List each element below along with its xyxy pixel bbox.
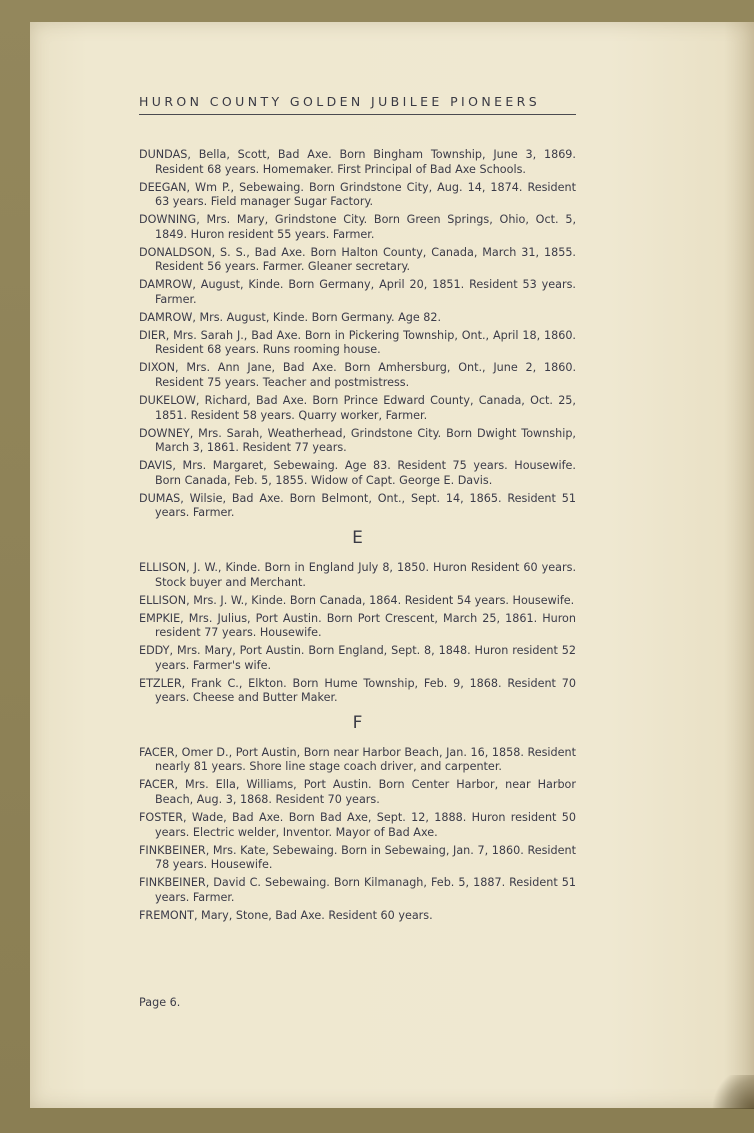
pioneer-entry: DAMROW, August, Kinde. Born Germany, April 20, 1851. Resident 53 years. Farmer. xyxy=(139,278,576,306)
pioneer-entry: DAMROW, Mrs. August, Kinde. Born Germany. Age 82. xyxy=(139,310,442,324)
pioneer-entry: ELLISON, J. W., Kinde. Born in England July 8, 1850. Huron Resident 60 years. Stock buyer and Merchant. xyxy=(139,560,576,589)
pioneer-entry: DUMAS, Wilsie, Bad Axe. Born Belmont, Ont., Sept. 14, 1865. Resident 51 years. Farmer. xyxy=(139,491,576,520)
section-f xyxy=(139,746,576,923)
pioneer-entry: DAVIS, Mrs. Margaret, Sebewaing. Age 83. Resident 75 years. Housewife. Born Canada, Feb. 5, 1855. Widow of Capt. George E. Davis. xyxy=(139,459,576,487)
section-letter-f: F xyxy=(352,712,363,733)
pioneer-entry: FINKBEINER, Mrs. Kate, Sebewaing. Born in Sebewaing, Jan. 7, 1860. Resident 78 years. Housewife. xyxy=(139,843,576,872)
section-e xyxy=(139,561,576,706)
pioneer-entry: FACER, Omer D., Port Austin, Born near Harbor Beach, Jan. 16, 1858. Resident nearly 81 years. Shore line stage coach driver, and carpenter. xyxy=(139,745,576,774)
page-number: Page 6. xyxy=(139,996,181,1009)
pioneer-entry: EMPKIE, Mrs. Julius, Port Austin. Born Port Crescent, March 25, 1861. Huron resident 77 years. Housewife. xyxy=(139,611,576,640)
pioneer-entry: DEEGAN, Wm P., Sebewaing. Born Grindstone City, Aug. 14, 1874. Resident 63 years. Field manager Sugar Factory. xyxy=(139,180,576,209)
pioneer-entry: DUNDAS, Bella, Scott, Bad Axe. Born Bingham Township, June 3, 1869. Resident 68 years. Homemaker. First Principal of Bad Axe Schools. xyxy=(139,148,576,176)
pioneer-entry: DUKELOW, Richard, Bad Axe. Born Prince Edward County, Canada, Oct. 25, 1851. Resident 58 years. Quarry worker, Farmer. xyxy=(139,394,576,422)
pioneer-entry: DONALDSON, S. S., Bad Axe. Born Halton County, Canada, March 31, 1855. Resident 56 years. Farmer. Gleaner secretary. xyxy=(139,245,576,274)
pioneer-entry: FACER, Mrs. Ella, Williams, Port Austin. Born Center Harbor, near Harbor Beach, Aug. 3, 1868. Resident 70 years. xyxy=(139,778,576,807)
pioneer-entry: ELLISON, Mrs. J. W., Kinde. Born Canada, 1864. Resident 54 years. Housewife. xyxy=(139,593,575,607)
pioneer-entry: FREMONT, Mary, Stone, Bad Axe. Resident 60 years. xyxy=(139,908,433,922)
pioneer-entries xyxy=(139,148,576,927)
pioneer-entry: DIER, Mrs. Sarah J., Bad Axe. Born in Pickering Township, Ont., April 18, 1860. Resident 68 years. Runs rooming house. xyxy=(139,328,576,357)
pioneer-entry: DOWNEY, Mrs. Sarah, Weatherhead, Grindstone City. Born Dwight Township, March 3, 1861. Resident 77 years. xyxy=(139,426,576,455)
pioneer-entry: FINKBEINER, David C. Sebewaing. Born Kilmanagh, Feb. 5, 1887. Resident 51 years. Farmer. xyxy=(139,876,576,904)
section-letter-e: E xyxy=(352,527,363,548)
section-d xyxy=(139,148,576,521)
pioneer-entry: DIXON, Mrs. Ann Jane, Bad Axe. Born Amhersburg, Ont., June 2, 1860. Resident 75 years. Teacher and postmistress. xyxy=(139,361,576,390)
pioneer-entry: DOWNING, Mrs. Mary, Grindstone City. Born Green Springs, Ohio, Oct. 5, 1849. Huron resident 55 years. Farmer. xyxy=(139,213,576,241)
page-corner-stain xyxy=(709,1075,754,1109)
pioneer-entry: ETZLER, Frank C., Elkton. Born Hume Township, Feb. 9, 1868. Resident 70 years. Cheese and Butter Maker. xyxy=(139,676,576,705)
pioneer-entry: FOSTER, Wade, Bad Axe. Born Bad Axe, Sept. 12, 1888. Huron resident 50 years. Electric welder, Inventor. Mayor of Bad Axe. xyxy=(139,811,576,839)
pioneer-entry: EDDY, Mrs. Mary, Port Austin. Born England, Sept. 8, 1848. Huron resident 52 years. Farmer's wife. xyxy=(139,644,576,672)
page-header-title: HURON COUNTY GOLDEN JUBILEE PIONEERS xyxy=(139,94,576,115)
